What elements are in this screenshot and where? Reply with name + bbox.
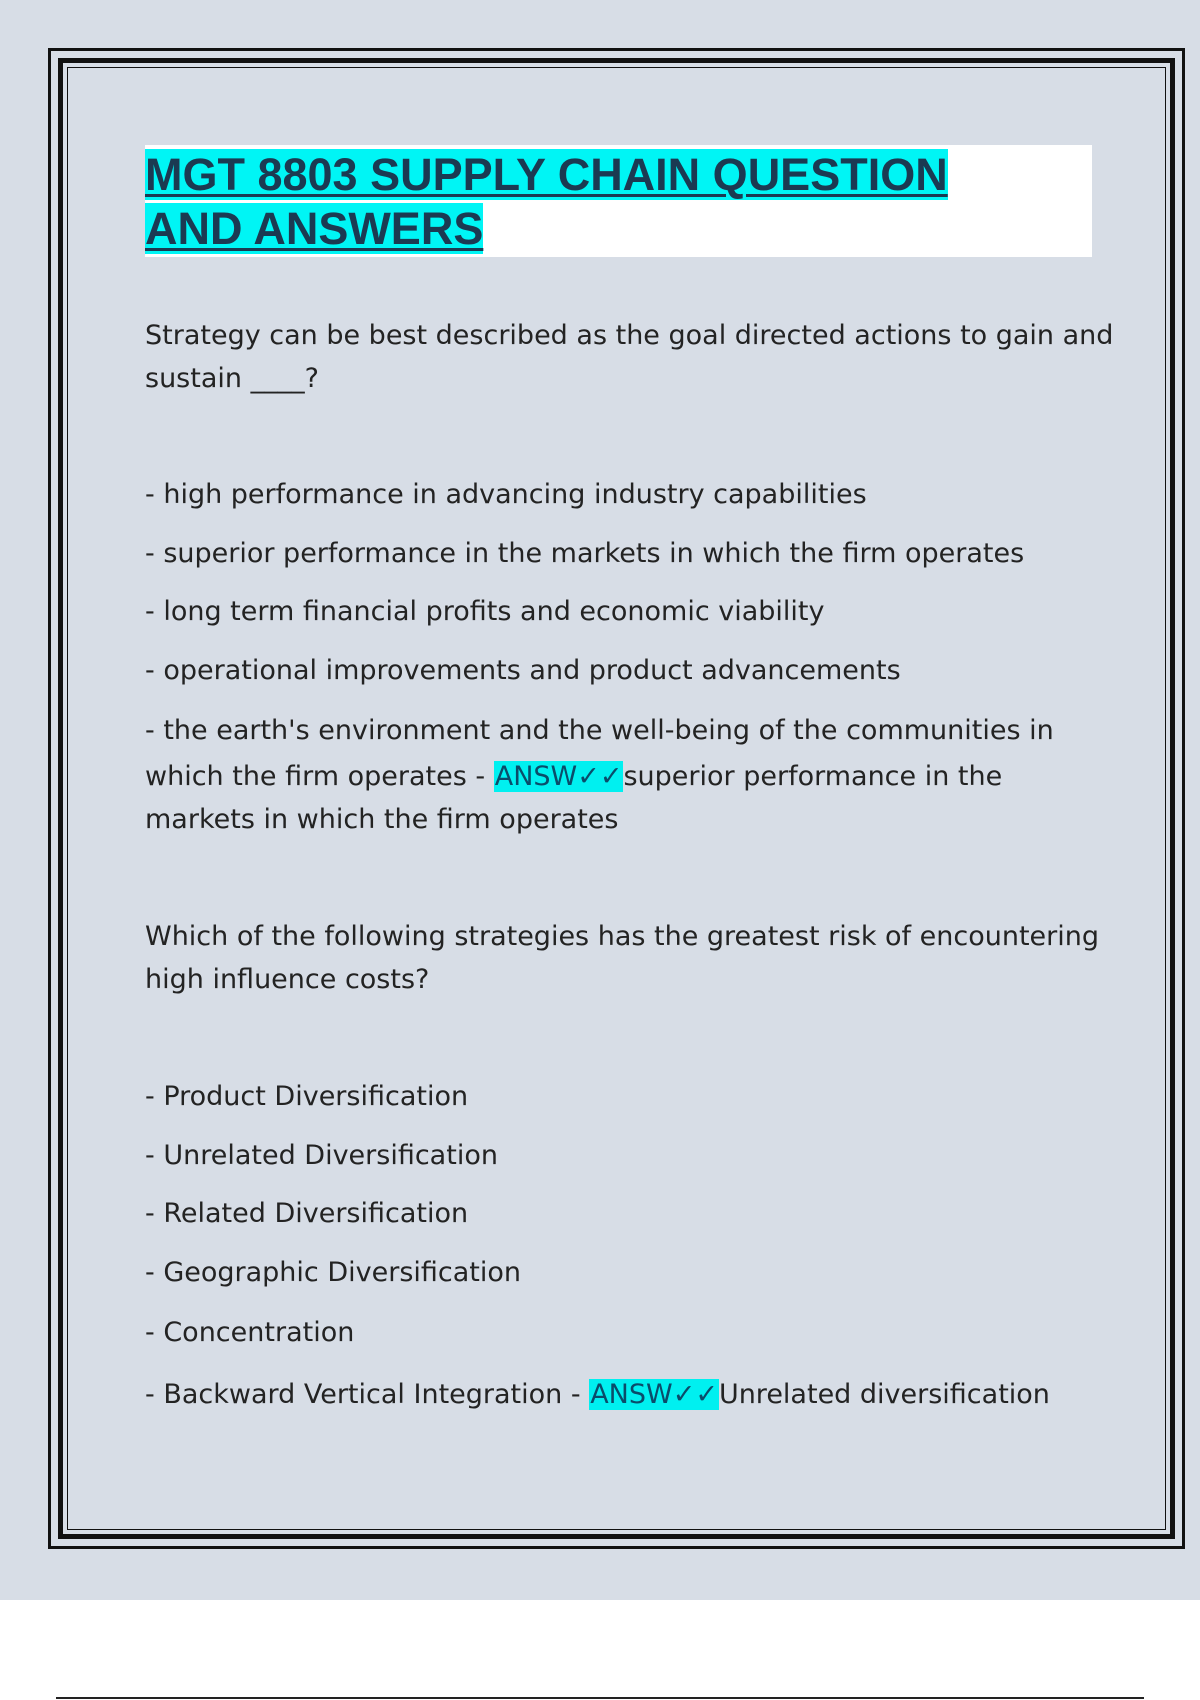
answer-1-line-1: superior performance in the [623, 761, 1003, 792]
question-2-line-2: high influence costs? [145, 964, 430, 995]
question-1-option-5-line-2 [145, 755, 1095, 798]
question-2-option-3: - Related Diversification [145, 1198, 469, 1229]
answer-marker-1: ANSW✓✓ [494, 761, 623, 792]
question-2-option-6 [145, 1373, 1095, 1416]
question-2-option-1: - Product Diversification [145, 1081, 469, 1112]
question-1-option-3: - long term financial profits and economic viability [145, 596, 825, 627]
answer-marker-2: ANSW✓✓ [590, 1379, 718, 1410]
document-title [145, 148, 1045, 256]
footer-divider [56, 1697, 1144, 1699]
answer-1-line-2: markets in which the firm operates [145, 804, 619, 835]
question-1-line-2: sustain ____? [145, 363, 319, 394]
question-2-option-4: - Geographic Diversification [145, 1257, 522, 1288]
answer-2: Unrelated diversification [718, 1379, 1050, 1410]
question-1-line-1: Strategy can be best described as the goal directed actions to gain and [145, 320, 1114, 351]
question-2-line-1: Which of the following strategies has the greatest risk of encountering [145, 921, 1100, 952]
question-2-option-5: - Concentration [145, 1317, 355, 1348]
question-1-option-4: - operational improvements and product advancements [145, 655, 901, 686]
title-line-1: MGT 8803 SUPPLY CHAIN QUESTION [145, 149, 948, 200]
question-1-option-2: - superior performance in the markets in which the firm operates [145, 538, 1025, 569]
question-1-option-1: - high performance in advancing industry capabilities [145, 479, 867, 510]
question-2-option-6-text: - Backward Vertical Integration - [145, 1379, 590, 1410]
title-line-2: AND ANSWERS [145, 203, 484, 254]
question-2-option-2: - Unrelated Diversification [145, 1140, 498, 1171]
question-1-option-5-tail: which the firm operates - [145, 761, 494, 792]
question-1-option-5-line-1: - the earth's environment and the well-being of the communities in [145, 715, 1054, 746]
